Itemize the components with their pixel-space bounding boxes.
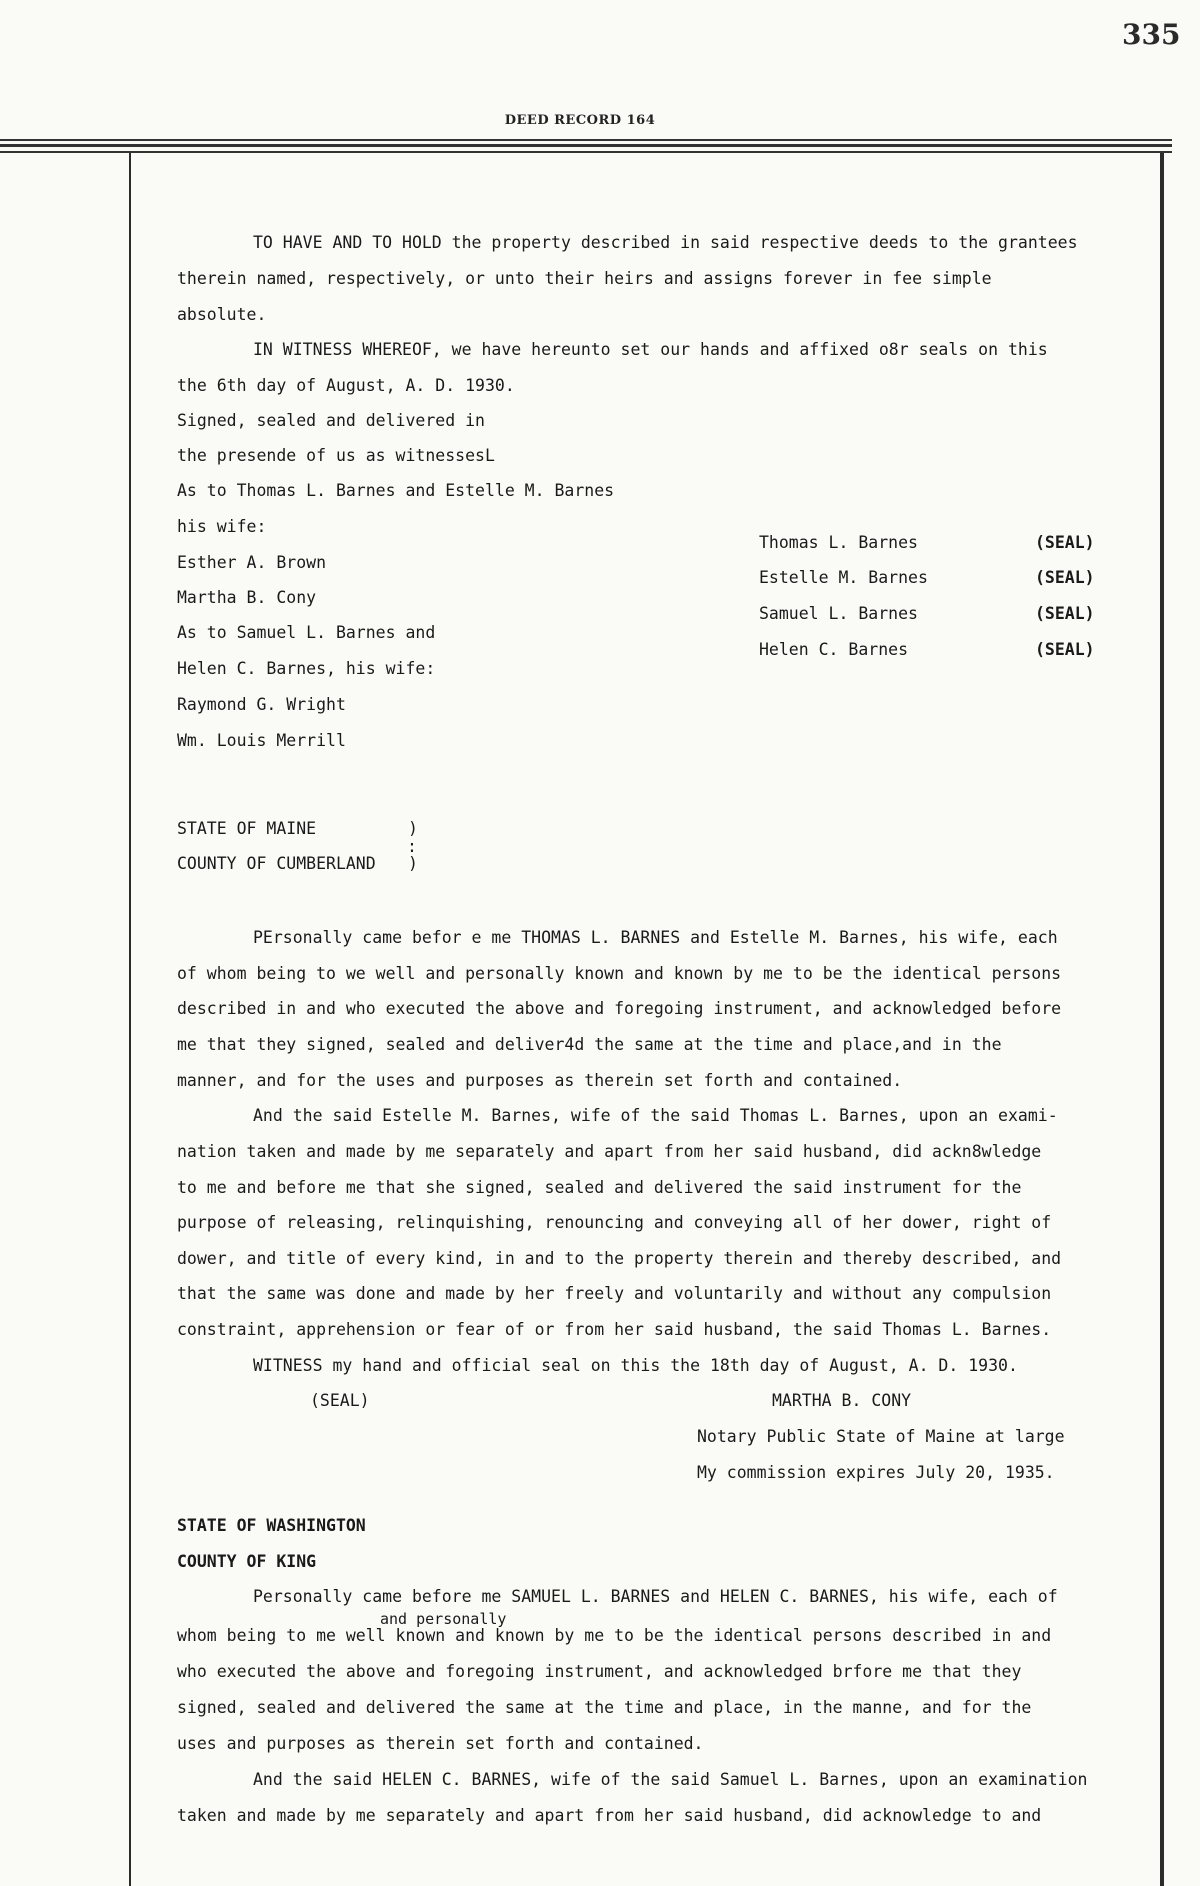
text-line: constraint, apprehension or fear of or from her said husband, the said Thomas L. Barnes. [177, 1320, 1052, 1339]
seal-mark: (SEAL) [1035, 568, 1095, 587]
text-line: absolute. [177, 305, 267, 324]
seal-mark: (SEAL) [1035, 533, 1095, 552]
header-rule-bottom [0, 151, 1172, 153]
text-line: Wm. Louis Merrill [177, 731, 346, 750]
header-rule-mid [0, 144, 1172, 147]
signature-name: Helen C. Barnes [759, 640, 909, 659]
text-line: Personally came before me SAMUEL L. BARNES and HELEN C. BARNES, his wife, each of [253, 1587, 1058, 1606]
signature-name: Thomas L. Barnes [759, 533, 918, 552]
venue-bracket: ) [408, 819, 418, 838]
text-line: purpose of releasing, relinquishing, renouncing and conveying all of her dower, right of [177, 1213, 1052, 1232]
text-line: signed, sealed and delivered the same at the time and place, in the manne, and for the [177, 1698, 1032, 1717]
seal-mark: (SEAL) [1035, 604, 1095, 623]
text-line: PErsonally came befor e me THOMAS L. BARNES and Estelle M. Barnes, his wife, each [253, 928, 1058, 947]
text-line: And the said HELEN C. BARNES, wife of the said Samuel L. Barnes, upon an examination [253, 1770, 1088, 1789]
interlineation: and personally [380, 1610, 507, 1628]
text-line: IN WITNESS WHEREOF, we have hereunto set our hands and affixed o8r seals on this [253, 340, 1048, 359]
text-line: to me and before me that she signed, sealed and delivered the said instrument for the [177, 1178, 1022, 1197]
signature-name: Samuel L. Barnes [759, 604, 918, 623]
text-line: uses and purposes as therein set forth and contained. [177, 1734, 704, 1753]
text-line: therein named, respectively, or unto their heirs and assigns forever in fee simple [177, 269, 992, 288]
text-line: the presende of us as witnessesL [177, 446, 495, 465]
seal-mark: (SEAL) [1035, 640, 1095, 659]
text-line: WITNESS my hand and official seal on this the 18th day of August, A. D. 1930. [253, 1356, 1018, 1375]
notary-seal: (SEAL) [310, 1391, 370, 1410]
notary-commission: My commission expires July 20, 1935. [697, 1463, 1055, 1482]
text-line: manner, and for the uses and purposes as therein set forth and contained. [177, 1071, 903, 1090]
text-line: As to Thomas L. Barnes and Estelle M. Barnes [177, 481, 615, 500]
venue-county: COUNTY OF KING [177, 1552, 317, 1571]
header-rule-top [0, 139, 1172, 141]
page-number: 335 [1122, 18, 1181, 51]
signature-name: Estelle M. Barnes [759, 568, 928, 587]
text-line: who executed the above and foregoing instrument, and acknowledged brfore me that they [177, 1662, 1022, 1681]
text-line: Signed, sealed and delivered in [177, 411, 485, 430]
venue-county: COUNTY OF CUMBERLAND [177, 854, 376, 873]
left-margin-line [129, 153, 131, 1886]
notary-title: Notary Public State of Maine at large [697, 1427, 1065, 1446]
right-margin-line [1160, 153, 1164, 1886]
text-line: Helen C. Barnes, his wife: [177, 659, 436, 678]
notary-name: MARTHA B. CONY [772, 1391, 912, 1410]
text-line: that the same was done and made by her freely and voluntarily and without any compulsion [177, 1284, 1052, 1303]
text-line: described in and who executed the above and foregoing instrument, and acknowledged before [177, 999, 1062, 1018]
text-line: the 6th day of August, A. D. 1930. [177, 376, 515, 395]
venue-state: STATE OF WASHINGTON [177, 1516, 366, 1535]
text-line: Raymond G. Wright [177, 695, 346, 714]
text-line: me that they signed, sealed and deliver4d the same at the time and place,and in the [177, 1035, 1002, 1054]
venue-state: STATE OF MAINE [177, 819, 317, 838]
text-line: nation taken and made by me separately and apart from her said husband, did ackn8wledge [177, 1142, 1042, 1161]
text-line: his wife: [177, 517, 267, 536]
text-line: TO HAVE AND TO HOLD the property described in said respective deeds to the grantees [253, 233, 1078, 252]
text-line: As to Samuel L. Barnes and [177, 623, 436, 642]
text-line: whom being to me well known and known by me to be the identical persons described in and [177, 1626, 1052, 1645]
text-line: of whom being to we well and personally known and known by me to be the identical persons [177, 964, 1062, 983]
text-line: Martha B. Cony [177, 588, 317, 607]
text-line: dower, and title of every kind, in and to the property therein and thereby described, and [177, 1249, 1062, 1268]
text-line: And the said Estelle M. Barnes, wife of the said Thomas L. Barnes, upon an exami- [253, 1106, 1058, 1125]
text-line: Esther A. Brown [177, 553, 327, 572]
page-header: DEED RECORD 164 [504, 113, 656, 128]
text-line: taken and made by me separately and apart from her said husband, did acknowledge to and [177, 1806, 1042, 1825]
venue-colon: : [407, 837, 417, 856]
venue-bracket: ) [408, 854, 418, 873]
